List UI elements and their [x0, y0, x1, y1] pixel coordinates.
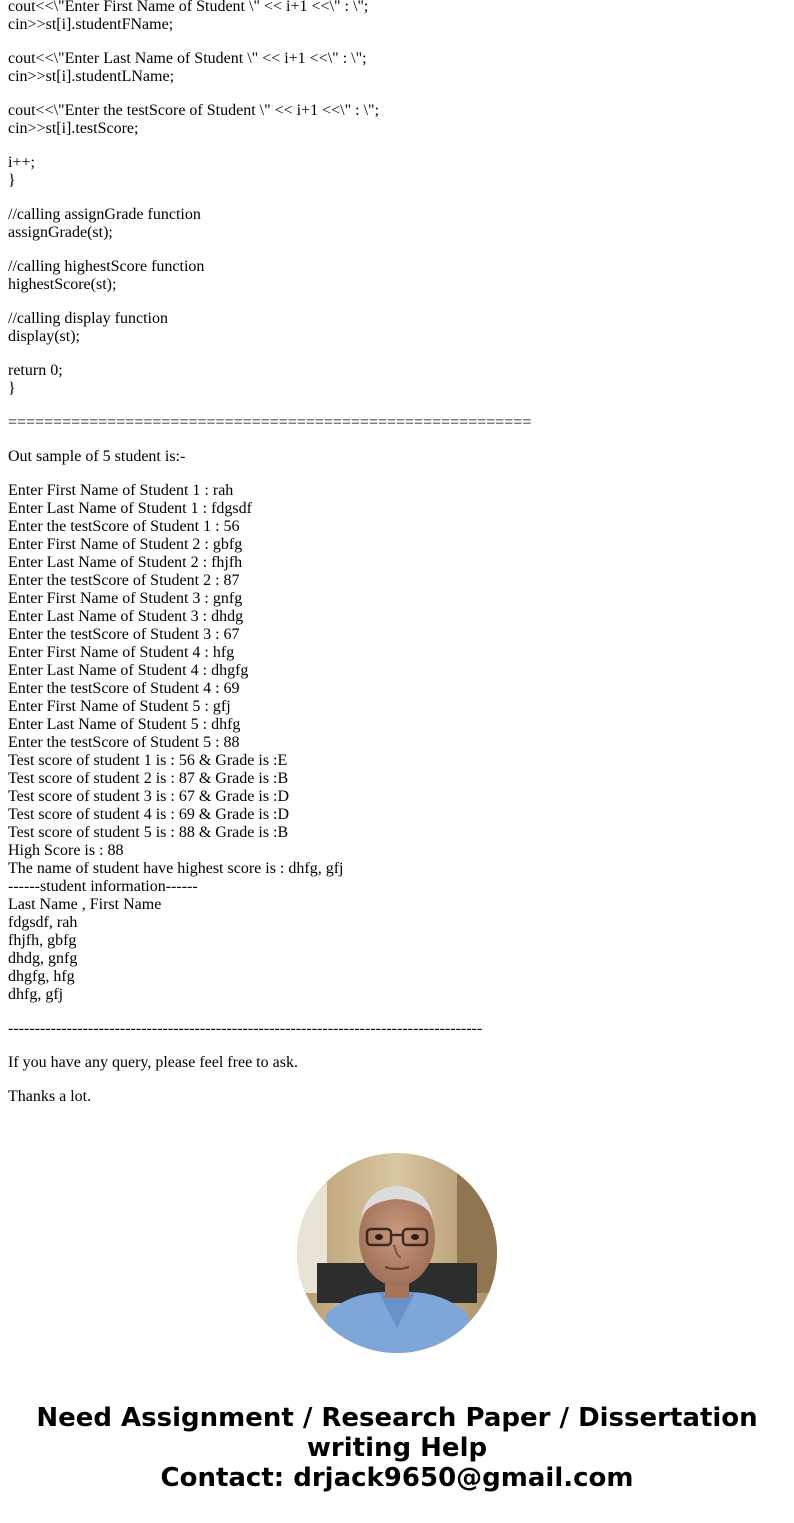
output-line: dhgfg, hfg: [8, 968, 75, 985]
output-line: Test score of student 1 is : 56 & Grade is :E: [8, 752, 288, 769]
output-line: ------student information------: [8, 878, 198, 895]
code-line: display(st);: [8, 328, 80, 345]
code-line: cout<<\"Enter First Name of Student \" << i+1 <<\" : \";: [8, 0, 369, 15]
author-avatar: [297, 1153, 497, 1353]
output-line: Enter Last Name of Student 5 : dhfg: [8, 716, 241, 733]
output-line: Enter First Name of Student 3 : gnfg: [8, 590, 243, 607]
output-line: High Score is : 88: [8, 842, 124, 859]
output-line: Test score of student 4 is : 69 & Grade is :D: [8, 806, 290, 823]
output-line: Enter First Name of Student 4 : hfg: [8, 644, 235, 661]
query-text: If you have any query, please feel free to ask.: [8, 1054, 298, 1071]
sample-heading: Out sample of 5 student is:-: [8, 448, 186, 465]
output-line: Enter First Name of Student 1 : rah: [8, 482, 234, 499]
output-line: The name of student have highest score is : dhfg, gfj: [8, 860, 344, 877]
equals-separator: ==========================================================: [8, 414, 532, 431]
code-paragraph: [8, 206, 788, 242]
code-paragraph: [8, 362, 788, 398]
output-line: fdgsdf, rah: [8, 914, 78, 931]
promo-line-1: Need Assignment / Research Paper / Dissertation: [36, 1403, 758, 1433]
code-line: cout<<\"Enter Last Name of Student \" << i+1 <<\" : \";: [8, 50, 367, 67]
output-line: dhdg, gnfg: [8, 950, 78, 967]
output-line: Enter the testScore of Student 2 : 87: [8, 572, 240, 589]
output-line: Last Name , First Name: [8, 896, 162, 913]
output-line: Enter Last Name of Student 3 : dhdg: [8, 608, 244, 625]
output-line: fhjfh, gbfg: [8, 932, 77, 949]
output-line: Enter the testScore of Student 4 : 69: [8, 680, 240, 697]
code-line: return 0;: [8, 362, 63, 379]
output-line: Enter Last Name of Student 4 : dhgfg: [8, 662, 249, 679]
sample-output: [8, 482, 788, 1004]
code-line: }: [8, 380, 16, 397]
code-line: cin>>st[i].testScore;: [8, 120, 139, 137]
code-paragraph: [8, 0, 788, 34]
output-line: Enter the testScore of Student 1 : 56: [8, 518, 240, 535]
code-line: }: [8, 172, 16, 189]
dash-separator: -----------------------------------------------------------------------------------------: [8, 1020, 483, 1037]
promo-contact: Contact: drjack9650@gmail.com: [160, 1463, 634, 1493]
promo-line-2: writing Help: [306, 1433, 488, 1463]
output-line: Enter First Name of Student 2 : gbfg: [8, 536, 243, 553]
code-line: cin>>st[i].studentFName;: [8, 16, 174, 33]
code-line: cout<<\"Enter the testScore of Student \" << i+1 <<\" : \";: [8, 102, 380, 119]
code-paragraph: [8, 50, 788, 86]
output-line: Test score of student 2 is : 87 & Grade is :B: [8, 770, 289, 787]
thanks-text: Thanks a lot.: [8, 1088, 92, 1105]
output-line: dhfg, gfj: [8, 986, 64, 1003]
code-line: //calling assignGrade function: [8, 206, 201, 223]
code-paragraph: [8, 310, 788, 346]
code-paragraph: [8, 154, 788, 190]
output-line: Enter the testScore of Student 3 : 67: [8, 626, 240, 643]
code-line: i++;: [8, 154, 35, 171]
output-line: Enter Last Name of Student 2 : fhjfh: [8, 554, 243, 571]
output-line: Enter First Name of Student 5 : gfj: [8, 698, 231, 715]
code-line: //calling display function: [8, 310, 168, 327]
code-line: assignGrade(st);: [8, 224, 113, 241]
code-paragraph: [8, 258, 788, 294]
code-paragraph: [8, 102, 788, 138]
output-line: Test score of student 5 is : 88 & Grade is :B: [8, 824, 289, 841]
author-portrait-icon: [297, 1153, 497, 1353]
code-line: //calling highestScore function: [8, 258, 205, 275]
code-line: cin>>st[i].studentLName;: [8, 68, 175, 85]
output-line: Enter Last Name of Student 1 : fdgsdf: [8, 500, 252, 517]
output-line: Enter the testScore of Student 5 : 88: [8, 734, 240, 751]
output-line: Test score of student 3 is : 67 & Grade is :D: [8, 788, 290, 805]
code-snippet: [8, 0, 788, 398]
promo-banner: [0, 1403, 794, 1493]
document-body: [8, 0, 788, 1122]
code-line: highestScore(st);: [8, 276, 117, 293]
